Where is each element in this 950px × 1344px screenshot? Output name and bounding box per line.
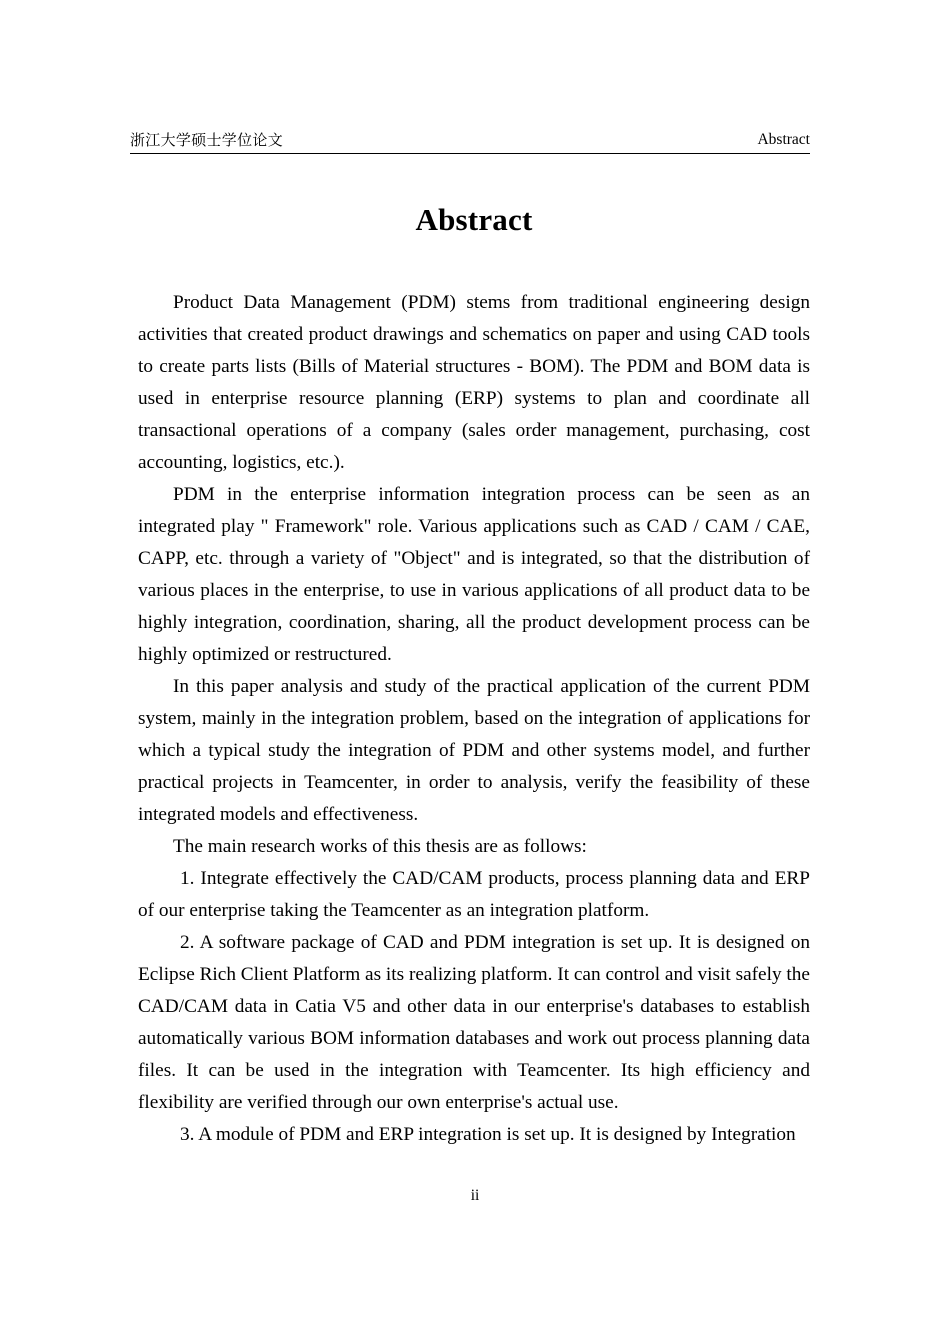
- list-item: 1. Integrate effectively the CAD/CAM products, process planning data and ERP of our enterprise taking the Teamcenter as an integration platform.: [138, 868, 810, 921]
- header-section-name: Abstract: [757, 131, 810, 148]
- page-title: Abstract: [415, 202, 533, 237]
- paragraph: PDM in the enterprise information integration process can be seen as an integrated play " Framework" role. Various applications such as CAD / CAM / CAE, CAPP, etc. through a variety of "Object" and is integrated, so that the distribution of various places in the enterprise, to use in various applications of all product data to be highly integration, coordination, sharing, all the product development process can be highly optimized or restructured.: [138, 484, 810, 665]
- running-header: [130, 130, 810, 154]
- header-thesis-title: 浙江大学硕士学位论文: [130, 131, 284, 149]
- paragraph: In this paper analysis and study of the practical application of the current PDM system, mainly in the integration problem, based on the integration of applications for which a typical study the integration of PDM and other systems model, and further practical projects in Teamcenter, in order to analysis, verify the feasibility of these integrated models and effectiveness.: [138, 676, 810, 825]
- paragraph: The main research works of this thesis are as follows:: [173, 836, 587, 857]
- abstract-body: [138, 287, 810, 1151]
- page-number: ii: [470, 1187, 480, 1204]
- paragraph: Product Data Management (PDM) stems from traditional engineering design activities that created product drawings and schematics on paper and using CAD tools to create parts lists (Bills of Material structures - BOM). The PDM and BOM data is used in enterprise resource planning (ERP) systems to plan and coordinate all transactional operations of a company (sales order management, purchasing, cost accounting, logistics, etc.).: [138, 292, 810, 473]
- list-item: 2. A software package of CAD and PDM integration is set up. It is designed on Eclipse Rich Client Platform as its realizing platform. It can control and visit safely the CAD/CAM data in Catia V5 and other data in our enterprise's databases to establish automatically various BOM information databases and work out process planning data files. It can be used in the integration with Teamcenter. Its high efficiency and flexibility are verified through our own enterprise's actual use.: [138, 932, 810, 1113]
- list-item: 3. A module of PDM and ERP integration is set up. It is designed by Integration: [180, 1124, 796, 1145]
